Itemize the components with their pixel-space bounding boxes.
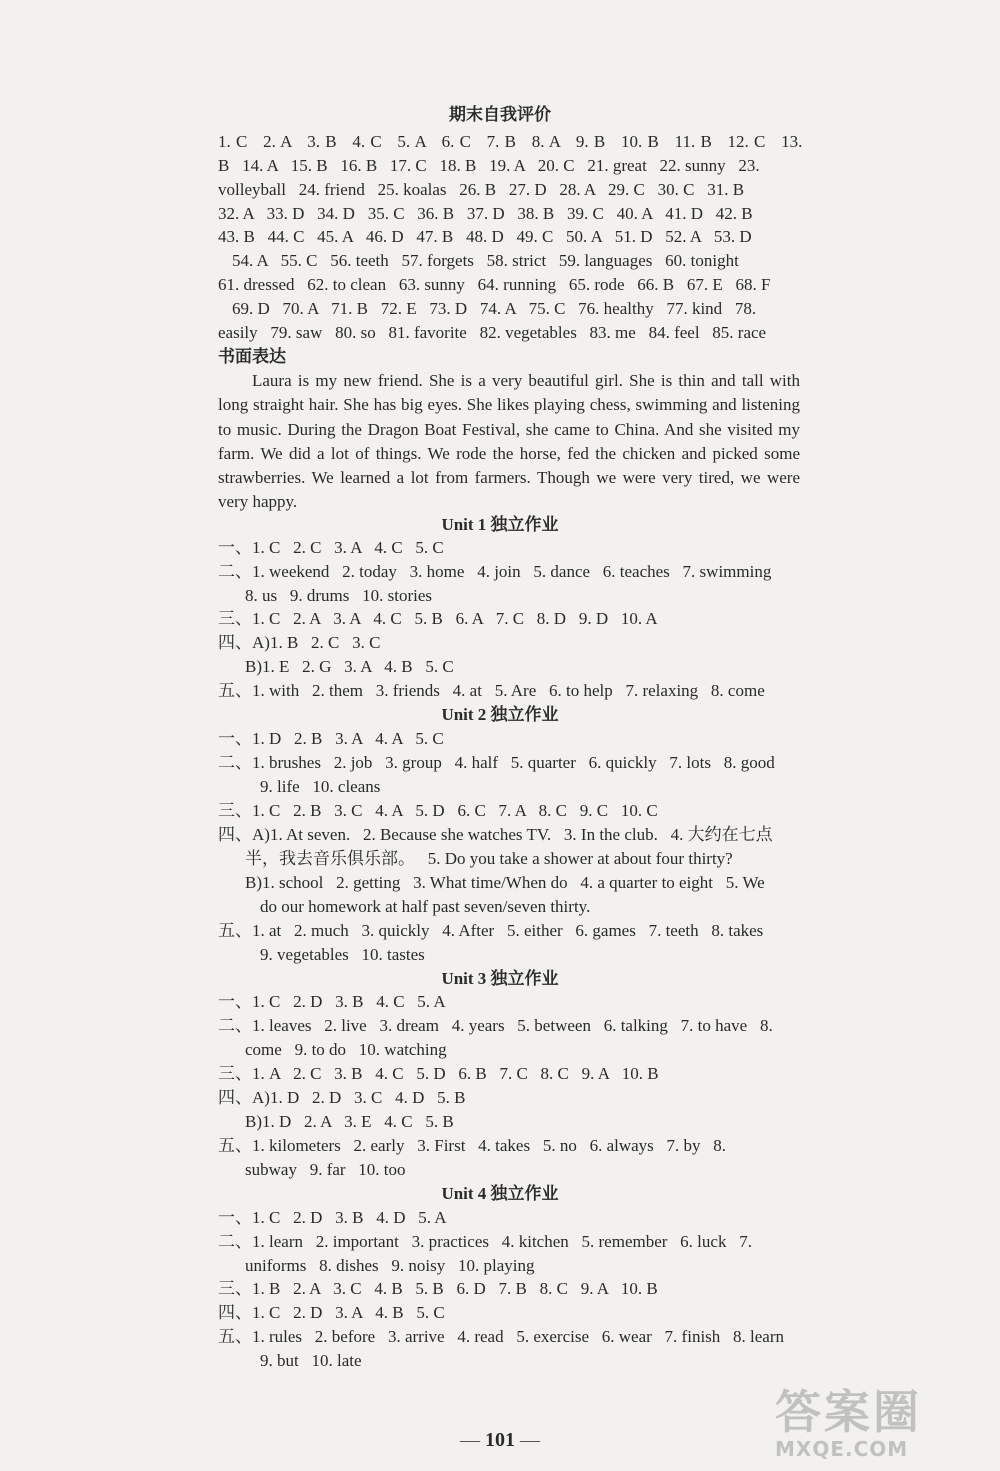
unit-title: Unit 4 独立作业: [441, 1184, 559, 1203]
unit-title: Unit 3 独立作业: [441, 969, 559, 988]
answer-line: 1. C 2. A 3. B 4. C 5. A 6. C 7. B 8. A 9. B 10. B 11. B 12. C 13.: [218, 132, 803, 151]
answer-line: 一、1. C 2. D 3. B 4. D 5. A: [218, 1208, 447, 1227]
answer-line: 一、1. D 2. B 3. A 4. A 5. C: [218, 729, 444, 748]
answer-line: subway 9. far 10. too: [245, 1160, 406, 1179]
answer-line: 8. us 9. drums 10. stories: [245, 586, 432, 605]
answer-line: 32. A 33. D 34. D 35. C 36. B 37. D 38. B 39. C 40. A 41. D 42. B: [218, 204, 753, 223]
answer-line: 54. A 55. C 56. teeth 57. forgets 58. strict 59. languages 60. tonight: [232, 251, 739, 270]
answer-line: 三、1. C 2. B 3. C 4. A 5. D 6. C 7. A 8. C 9. C 10. C: [218, 801, 658, 820]
page-number-dash-left: —: [460, 1429, 485, 1451]
answer-line: B 14. A 15. B 16. B 17. C 18. B 19. A 20. C 21. great 22. sunny 23.: [218, 156, 760, 175]
page-number-dash-right: —: [515, 1429, 540, 1451]
answer-line: 9. but 10. late: [260, 1351, 362, 1370]
section-title-final-review: 期末自我评价: [449, 105, 551, 124]
answer-line: 一、1. C 2. D 3. B 4. C 5. A: [218, 992, 446, 1011]
unit-title: Unit 2 独立作业: [441, 705, 559, 724]
essay-paragraph: Laura is my new friend. She is a very beautiful girl. She is thin and tall with long straight hair. She has big eyes. She likes playing chess, swimming and listening to music. During the Dragon Boat Festival, she came to China. And she visited my farm. We did a lot of things. We rode the horse, fed the chicken and picked some strawberries. We learned a lot from farmers. Though we were very tired, we were very happy.: [218, 371, 800, 512]
answer-line: 三、1. C 2. A 3. A 4. C 5. B 6. A 7. C 8. D 9. D 10. A: [218, 609, 658, 628]
watermark-site-text: MXQE.COM: [775, 1437, 909, 1461]
answer-line: easily 79. saw 80. so 81. favorite 82. vegetables 83. me 84. feel 85. race: [218, 323, 767, 342]
answer-line: 二、1. leaves 2. live 3. dream 4. years 5. between 6. talking 7. to have 8.: [218, 1016, 773, 1035]
answer-line: 四、A)1. B 2. C 3. C: [218, 633, 381, 652]
answer-line: 五、1. rules 2. before 3. arrive 4. read 5. exercise 6. wear 7. finish 8. learn: [218, 1327, 785, 1346]
answer-line: 四、A)1. At seven. 2. Because she watches TV. 3. In the club. 4. 大约在七点: [218, 825, 773, 844]
answer-line: 四、A)1. D 2. D 3. C 4. D 5. B: [218, 1088, 466, 1107]
answer-line: 三、1. A 2. C 3. B 4. C 5. D 6. B 7. C 8. C 9. A 10. B: [218, 1064, 659, 1083]
answer-line: 五、1. at 2. much 3. quickly 4. After 5. either 6. games 7. teeth 8. takes: [218, 921, 764, 940]
answer-line: do our homework at half past seven/seven thirty.: [260, 897, 591, 916]
answer-line: B)1. D 2. A 3. E 4. C 5. B: [245, 1112, 454, 1131]
answer-line: 一、1. C 2. C 3. A 4. C 5. C: [218, 538, 444, 557]
answer-line: 半，我去音乐俱乐部。 5. Do you take a shower at about four thirty?: [245, 849, 733, 868]
answer-line: 五、1. with 2. them 3. friends 4. at 5. Are 6. to help 7. relaxing 8. come: [218, 681, 765, 700]
answer-line: 二、1. learn 2. important 3. practices 4. kitchen 5. remember 6. luck 7.: [218, 1232, 752, 1251]
watermark-logo: [775, 1386, 990, 1466]
watermark-logo-text: 答案圈: [775, 1385, 922, 1439]
answer-line: B)1. school 2. getting 3. What time/When do 4. a quarter to eight 5. We: [245, 873, 765, 892]
page-number-value: 101: [485, 1429, 515, 1451]
answer-line: 二、1. weekend 2. today 3. home 4. join 5. dance 6. teaches 7. swimming: [218, 562, 772, 581]
answer-line: 二、1. brushes 2. job 3. group 4. half 5. quarter 6. quickly 7. lots 8. good: [218, 753, 775, 772]
writing-essay: [218, 369, 800, 515]
writing-heading: 书面表达: [218, 347, 286, 366]
unit-title: Unit 1 独立作业: [441, 515, 559, 534]
answer-line: 61. dressed 62. to clean 63. sunny 64. running 65. rode 66. B 67. E 68. F: [218, 275, 771, 294]
answer-line: volleyball 24. friend 25. koalas 26. B 27. D 28. A 29. C 30. C 31. B: [218, 180, 745, 199]
answer-line: uniforms 8. dishes 9. noisy 10. playing: [245, 1256, 535, 1275]
answer-line: come 9. to do 10. watching: [245, 1040, 447, 1059]
answer-line: 9. vegetables 10. tastes: [260, 945, 425, 964]
answer-line: 三、1. B 2. A 3. C 4. B 5. B 6. D 7. B 8. C 9. A 10. B: [218, 1279, 658, 1298]
answer-line: 9. life 10. cleans: [260, 777, 381, 796]
answer-line: 69. D 70. A 71. B 72. E 73. D 74. A 75. C 76. healthy 77. kind 78.: [232, 299, 757, 318]
answer-line: 43. B 44. C 45. A 46. D 47. B 48. D 49. C 50. A 51. D 52. A 53. D: [218, 227, 752, 246]
answer-line: 四、1. C 2. D 3. A 4. B 5. C: [218, 1303, 445, 1322]
answer-line: B)1. E 2. G 3. A 4. B 5. C: [245, 657, 454, 676]
answer-line: 五、1. kilometers 2. early 3. First 4. takes 5. no 6. always 7. by 8.: [218, 1136, 727, 1155]
